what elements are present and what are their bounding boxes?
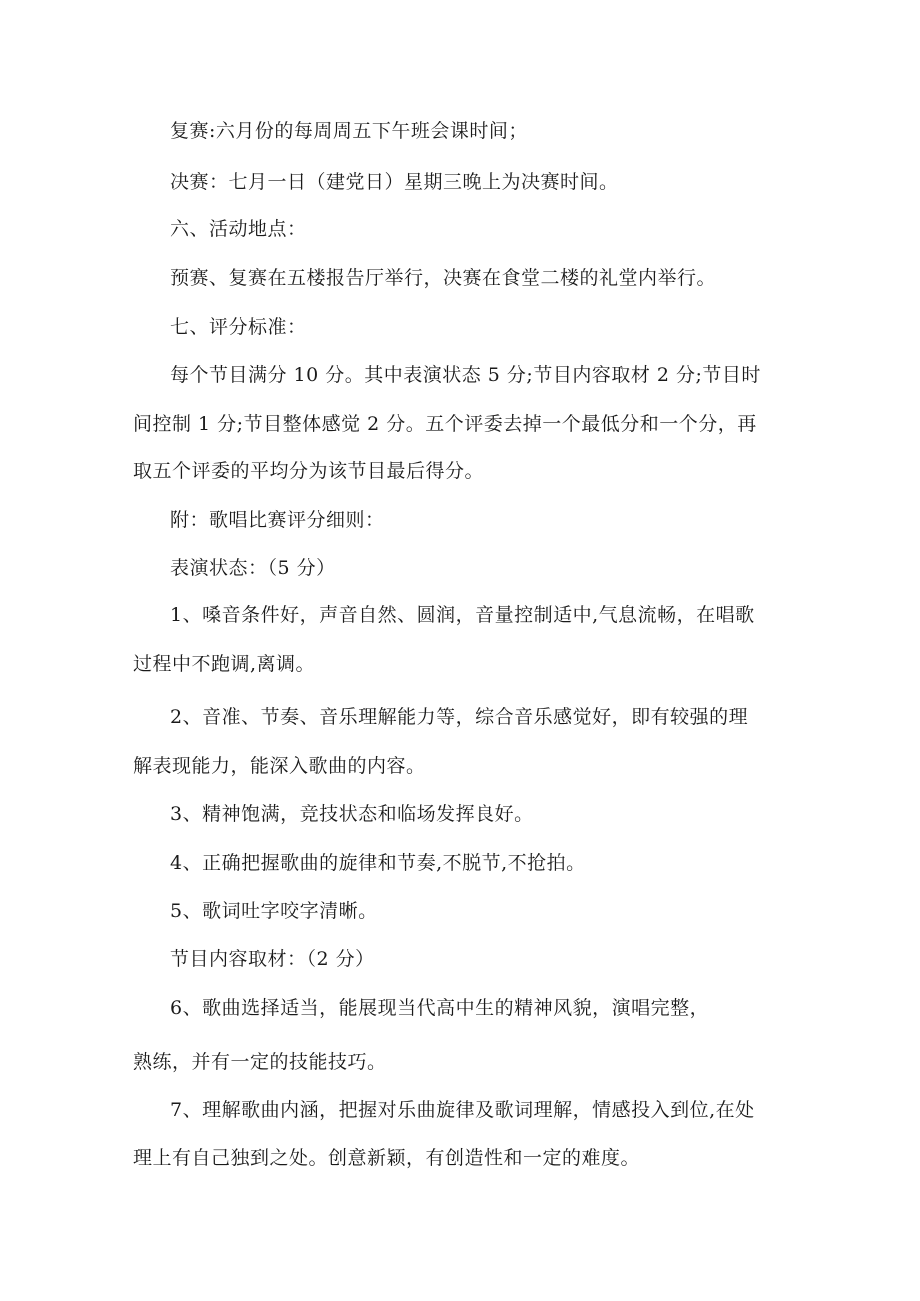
text-line: 6、歌曲选择适当，能展现当代高中生的精神风貌，演唱完整， bbox=[170, 997, 710, 1019]
text-line: 7、理解歌曲内涵，把握对乐曲旋律及歌词理解，情感投入到位,在处 bbox=[170, 1099, 755, 1121]
text-line: 复赛:六月份的每周周五下午班会课时间； bbox=[170, 120, 528, 142]
text-line: 每个节目满分 10 分。其中表演状态 5 分;节目内容取材 2 分;节目时 bbox=[170, 364, 761, 386]
text-line: 4、正确把握歌曲的旋律和节奏,不脱节,不抢拍。 bbox=[170, 852, 586, 874]
text-line: 理上有自己独到之处。创意新颖，有创造性和一定的难度。 bbox=[133, 1147, 641, 1169]
text-line: 间控制 1 分;节目整体感觉 2 分。五个评委去掉一个最低分和一个分，再 bbox=[133, 413, 757, 435]
subsection-heading: 表演状态：（5 分） bbox=[170, 557, 336, 579]
section-heading: 七、评分标准： bbox=[170, 316, 307, 338]
text-line: 2、音准、节奏、音乐理解能力等，综合音乐感觉好，即有较强的理 bbox=[170, 706, 749, 728]
text-line: 取五个评委的平均分为该节目最后得分。 bbox=[133, 460, 485, 482]
text-line: 过程中不跑调,离调。 bbox=[133, 653, 316, 675]
subsection-heading: 节目内容取材：（2 分） bbox=[170, 948, 375, 970]
text-line: 1、嗓音条件好，声音自然、圆润，音量控制适中,气息流畅，在唱歌 bbox=[170, 604, 755, 626]
text-line: 解表现能力，能深入歌曲的内容。 bbox=[133, 755, 426, 777]
text-line: 3、精神饱满，竞技状态和临场发挥良好。 bbox=[170, 803, 534, 825]
subsection-heading: 附：歌唱比赛评分细则： bbox=[170, 509, 385, 531]
text-line: 5、歌词吐字咬字清晰。 bbox=[170, 900, 378, 922]
section-heading: 六、活动地点： bbox=[170, 218, 307, 240]
text-line: 预赛、复赛在五楼报告厅举行，决赛在食堂二楼的礼堂内举行。 bbox=[170, 267, 717, 289]
text-line: 熟练，并有一定的技能技巧。 bbox=[133, 1051, 387, 1073]
text-line: 决赛：七月一日（建党日）星期三晚上为决赛时间。 bbox=[170, 171, 619, 193]
